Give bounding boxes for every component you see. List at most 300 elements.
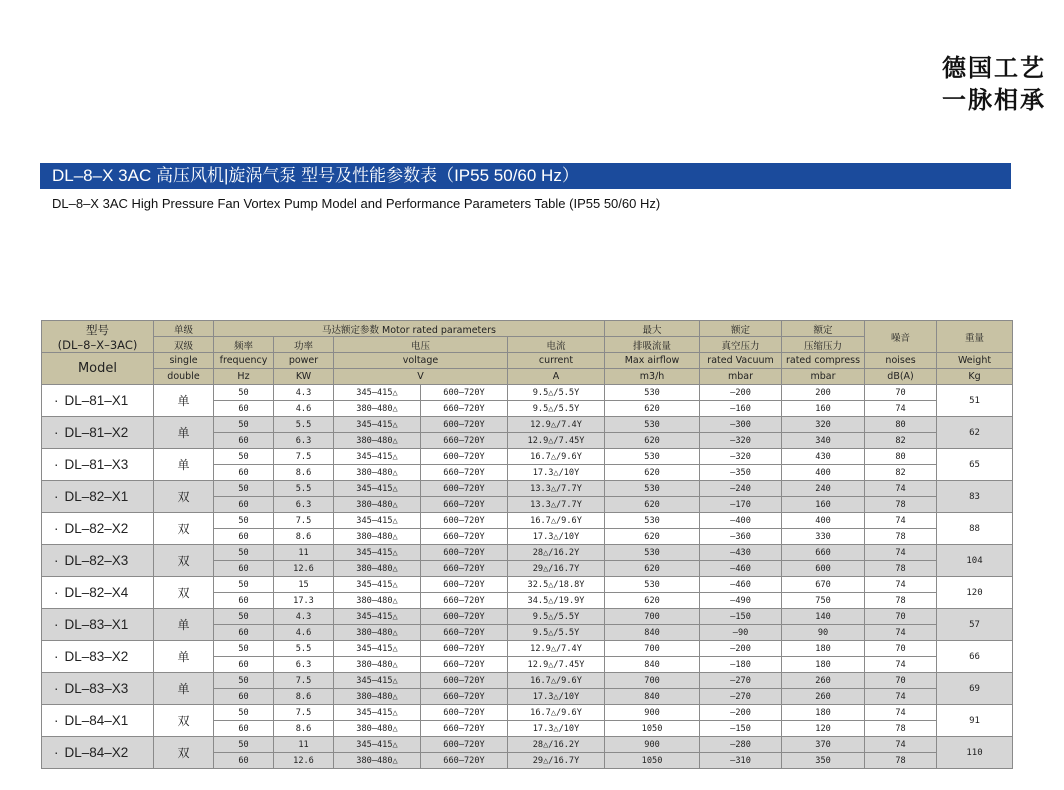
compress-cell: 240 <box>782 481 865 497</box>
voltage-y-cell: 660–720Y <box>421 401 508 417</box>
compress-cell: 160 <box>782 497 865 513</box>
voltage-delta-cell: 380–480△ <box>334 465 421 481</box>
header-vacuum-cn1: 额定 <box>700 321 782 337</box>
current-cell: 17.3△/10Y <box>508 529 605 545</box>
compress-cell: 180 <box>782 657 865 673</box>
power-cell: 8.6 <box>274 721 334 737</box>
compress-cell: 260 <box>782 673 865 689</box>
power-cell: 6.3 <box>274 657 334 673</box>
airflow-cell: 620 <box>605 433 700 449</box>
voltage-delta-cell: 345–415△ <box>334 449 421 465</box>
power-cell: 7.5 <box>274 705 334 721</box>
freq-cell: 50 <box>214 609 274 625</box>
noise-cell: 78 <box>865 753 937 769</box>
vacuum-cell: –90 <box>700 625 782 641</box>
model-name: DL–83–X2 <box>64 649 129 664</box>
voltage-delta-cell: 380–480△ <box>334 529 421 545</box>
header-power-cn: 功率 <box>274 337 334 353</box>
model-name: DL–81–X2 <box>64 425 129 440</box>
noise-cell: 74 <box>865 401 937 417</box>
voltage-y-cell: 660–720Y <box>421 593 508 609</box>
slogan-line-1: 德国工艺 <box>942 54 1046 82</box>
model-name: DL–83–X3 <box>64 681 129 696</box>
compress-cell: 140 <box>782 609 865 625</box>
airflow-cell: 900 <box>605 737 700 753</box>
freq-cell: 60 <box>214 433 274 449</box>
power-cell: 7.5 <box>274 673 334 689</box>
compress-cell: 260 <box>782 689 865 705</box>
power-cell: 5.5 <box>274 481 334 497</box>
voltage-y-cell: 600–720Y <box>421 673 508 689</box>
model-cell <box>42 513 154 545</box>
model-cell <box>42 385 154 417</box>
current-cell: 12.9△/7.45Y <box>508 433 605 449</box>
voltage-delta-cell: 345–415△ <box>334 577 421 593</box>
current-cell: 12.9△/7.4Y <box>508 417 605 433</box>
voltage-y-cell: 600–720Y <box>421 513 508 529</box>
power-cell: 17.3 <box>274 593 334 609</box>
header-vacuum-unit: mbar <box>700 369 782 385</box>
airflow-cell: 900 <box>605 705 700 721</box>
freq-cell: 60 <box>214 657 274 673</box>
noise-cell: 70 <box>865 673 937 689</box>
freq-cell: 60 <box>214 401 274 417</box>
noise-cell: 70 <box>865 641 937 657</box>
subtitle: DL–8–X 3AC High Pressure Fan Vortex Pump Model and Performance Parameters Table (IP55 50/60 Hz) <box>52 196 661 211</box>
compress-cell: 350 <box>782 753 865 769</box>
airflow-cell: 620 <box>605 529 700 545</box>
current-cell: 17.3△/10Y <box>508 721 605 737</box>
power-cell: 8.6 <box>274 465 334 481</box>
stage-type-cell: 单 <box>154 385 214 417</box>
airflow-cell: 620 <box>605 561 700 577</box>
model-cell <box>42 609 154 641</box>
noise-cell: 74 <box>865 577 937 593</box>
current-cell: 17.3△/10Y <box>508 689 605 705</box>
airflow-cell: 840 <box>605 657 700 673</box>
vacuum-cell: –460 <box>700 561 782 577</box>
airflow-cell: 530 <box>605 417 700 433</box>
compress-cell: 160 <box>782 401 865 417</box>
model-cell <box>42 417 154 449</box>
voltage-delta-cell: 345–415△ <box>334 385 421 401</box>
model-cell <box>42 481 154 513</box>
vacuum-cell: –180 <box>700 657 782 673</box>
freq-cell: 50 <box>214 737 274 753</box>
table-row <box>42 481 1013 497</box>
bullet-icon: · <box>54 521 59 536</box>
table-row <box>42 449 1013 465</box>
model-name: DL–84–X2 <box>64 745 129 760</box>
voltage-delta-cell: 380–480△ <box>334 433 421 449</box>
noise-cell: 74 <box>865 657 937 673</box>
voltage-y-cell: 600–720Y <box>421 577 508 593</box>
model-cell <box>42 641 154 673</box>
table-row <box>42 737 1013 753</box>
airflow-cell: 620 <box>605 497 700 513</box>
power-cell: 12.6 <box>274 561 334 577</box>
table-row <box>42 545 1013 561</box>
voltage-delta-cell: 345–415△ <box>334 737 421 753</box>
header-power-en: power <box>274 353 334 369</box>
header-model-cn-text: 型号 <box>86 322 109 337</box>
freq-cell: 60 <box>214 529 274 545</box>
model-cell <box>42 449 154 481</box>
model-name: DL–82–X3 <box>64 553 129 568</box>
vacuum-cell: –270 <box>700 673 782 689</box>
header-compress-cn1: 额定 <box>782 321 865 337</box>
weight-cell: 83 <box>937 481 1013 513</box>
model-name: DL–81–X1 <box>64 393 129 408</box>
weight-cell: 51 <box>937 385 1013 417</box>
header-freq-cn: 频率 <box>214 337 274 353</box>
vacuum-cell: –200 <box>700 385 782 401</box>
power-cell: 7.5 <box>274 449 334 465</box>
airflow-cell: 1050 <box>605 753 700 769</box>
noise-cell: 70 <box>865 385 937 401</box>
table-body <box>42 385 1013 769</box>
table-row <box>42 513 1013 529</box>
power-cell: 5.5 <box>274 641 334 657</box>
vacuum-cell: –160 <box>700 401 782 417</box>
voltage-y-cell: 600–720Y <box>421 737 508 753</box>
voltage-y-cell: 660–720Y <box>421 625 508 641</box>
power-cell: 8.6 <box>274 689 334 705</box>
compress-cell: 430 <box>782 449 865 465</box>
current-cell: 9.5△/5.5Y <box>508 385 605 401</box>
header-voltage-unit: V <box>334 369 508 385</box>
noise-cell: 78 <box>865 561 937 577</box>
current-cell: 16.7△/9.6Y <box>508 673 605 689</box>
voltage-y-cell: 660–720Y <box>421 657 508 673</box>
header-compress-cn2: 压缩压力 <box>782 337 865 353</box>
stage-type-cell: 单 <box>154 449 214 481</box>
voltage-delta-cell: 380–480△ <box>334 657 421 673</box>
compress-cell: 600 <box>782 561 865 577</box>
current-cell: 13.3△/7.7Y <box>508 481 605 497</box>
header-current-cn: 电流 <box>508 337 605 353</box>
noise-cell: 80 <box>865 417 937 433</box>
header-compress-en: rated compress <box>782 353 865 369</box>
header-noise-cn: 噪音 <box>865 321 937 353</box>
current-cell: 9.5△/5.5Y <box>508 401 605 417</box>
power-cell: 8.6 <box>274 529 334 545</box>
bullet-icon: · <box>54 553 59 568</box>
spec-table <box>41 320 1013 769</box>
freq-cell: 50 <box>214 481 274 497</box>
header-vacuum-cn2: 真空压力 <box>700 337 782 353</box>
stage-type-cell: 双 <box>154 577 214 609</box>
power-cell: 6.3 <box>274 497 334 513</box>
power-cell: 15 <box>274 577 334 593</box>
compress-cell: 330 <box>782 529 865 545</box>
header-noise-en: noises <box>865 353 937 369</box>
model-name: DL–84–X1 <box>64 713 129 728</box>
noise-cell: 82 <box>865 465 937 481</box>
compress-cell: 400 <box>782 465 865 481</box>
airflow-cell: 620 <box>605 401 700 417</box>
voltage-delta-cell: 380–480△ <box>334 497 421 513</box>
voltage-y-cell: 660–720Y <box>421 465 508 481</box>
current-cell: 28△/16.2Y <box>508 737 605 753</box>
table-row <box>42 417 1013 433</box>
voltage-delta-cell: 380–480△ <box>334 689 421 705</box>
freq-cell: 50 <box>214 449 274 465</box>
voltage-y-cell: 600–720Y <box>421 417 508 433</box>
freq-cell: 50 <box>214 545 274 561</box>
current-cell: 9.5△/5.5Y <box>508 625 605 641</box>
freq-cell: 60 <box>214 753 274 769</box>
bullet-icon: · <box>54 425 59 440</box>
table-row <box>42 705 1013 721</box>
bullet-icon: · <box>54 457 59 472</box>
compress-cell: 120 <box>782 721 865 737</box>
airflow-cell: 530 <box>605 577 700 593</box>
stage-type-cell: 单 <box>154 641 214 673</box>
slogan-line-2: 一脉相承 <box>942 86 1046 114</box>
slogan <box>942 52 1046 116</box>
noise-cell: 78 <box>865 721 937 737</box>
airflow-cell: 840 <box>605 689 700 705</box>
vacuum-cell: –310 <box>700 753 782 769</box>
current-cell: 12.9△/7.4Y <box>508 641 605 657</box>
model-cell <box>42 673 154 705</box>
vacuum-cell: –200 <box>700 705 782 721</box>
voltage-y-cell: 660–720Y <box>421 721 508 737</box>
airflow-cell: 620 <box>605 593 700 609</box>
weight-cell: 88 <box>937 513 1013 545</box>
voltage-delta-cell: 345–415△ <box>334 417 421 433</box>
vacuum-cell: –200 <box>700 641 782 657</box>
bullet-icon: · <box>54 585 59 600</box>
table-row <box>42 673 1013 689</box>
weight-cell: 69 <box>937 673 1013 705</box>
noise-cell: 74 <box>865 705 937 721</box>
weight-cell: 57 <box>937 609 1013 641</box>
header-model-cn <box>42 321 154 353</box>
voltage-y-cell: 600–720Y <box>421 609 508 625</box>
noise-cell: 78 <box>865 497 937 513</box>
header-single-cn: 单级 <box>154 321 214 337</box>
voltage-y-cell: 600–720Y <box>421 641 508 657</box>
freq-cell: 50 <box>214 673 274 689</box>
noise-cell: 74 <box>865 737 937 753</box>
voltage-delta-cell: 345–415△ <box>334 545 421 561</box>
voltage-y-cell: 600–720Y <box>421 449 508 465</box>
voltage-delta-cell: 380–480△ <box>334 593 421 609</box>
header-weight-unit: Kg <box>937 369 1013 385</box>
vacuum-cell: –360 <box>700 529 782 545</box>
model-cell <box>42 545 154 577</box>
voltage-y-cell: 660–720Y <box>421 753 508 769</box>
bullet-icon: · <box>54 617 59 632</box>
freq-cell: 60 <box>214 593 274 609</box>
stage-type-cell: 单 <box>154 609 214 641</box>
header-airflow-cn2: 排吸流量 <box>605 337 700 353</box>
vacuum-cell: –170 <box>700 497 782 513</box>
compress-cell: 180 <box>782 641 865 657</box>
header-weight-cn: 重量 <box>937 321 1013 353</box>
voltage-delta-cell: 380–480△ <box>334 401 421 417</box>
header-voltage-cn: 电压 <box>334 337 508 353</box>
noise-cell: 74 <box>865 481 937 497</box>
power-cell: 4.3 <box>274 609 334 625</box>
voltage-delta-cell: 345–415△ <box>334 673 421 689</box>
noise-cell: 74 <box>865 625 937 641</box>
freq-cell: 50 <box>214 417 274 433</box>
voltage-y-cell: 660–720Y <box>421 689 508 705</box>
noise-cell: 80 <box>865 449 937 465</box>
airflow-cell: 700 <box>605 673 700 689</box>
freq-cell: 50 <box>214 577 274 593</box>
header-power-unit: KW <box>274 369 334 385</box>
power-cell: 11 <box>274 545 334 561</box>
current-cell: 17.3△/10Y <box>508 465 605 481</box>
header-airflow-cn1: 最大 <box>605 321 700 337</box>
vacuum-cell: –350 <box>700 465 782 481</box>
airflow-cell: 700 <box>605 609 700 625</box>
voltage-y-cell: 660–720Y <box>421 497 508 513</box>
bullet-icon: · <box>54 393 59 408</box>
stage-type-cell: 双 <box>154 737 214 769</box>
model-name: DL–83–X1 <box>64 617 129 632</box>
compress-cell: 750 <box>782 593 865 609</box>
header-current-unit: A <box>508 369 605 385</box>
header-motor-params: 马达额定参数 Motor rated parameters <box>214 321 605 337</box>
airflow-cell: 530 <box>605 545 700 561</box>
bullet-icon: · <box>54 681 59 696</box>
vacuum-cell: –460 <box>700 577 782 593</box>
noise-cell: 74 <box>865 513 937 529</box>
weight-cell: 66 <box>937 641 1013 673</box>
table-header <box>42 321 1013 385</box>
compress-cell: 400 <box>782 513 865 529</box>
header-airflow-en: Max airflow <box>605 353 700 369</box>
stage-type-cell: 双 <box>154 481 214 513</box>
title-banner: DL–8–X 3AC 高压风机|旋涡气泵 型号及性能参数表（IP55 50/60 Hz） <box>40 163 1011 189</box>
vacuum-cell: –430 <box>700 545 782 561</box>
power-cell: 7.5 <box>274 513 334 529</box>
weight-cell: 120 <box>937 577 1013 609</box>
header-weight-en: Weight <box>937 353 1013 369</box>
weight-cell: 104 <box>937 545 1013 577</box>
model-name: DL–82–X4 <box>64 585 129 600</box>
vacuum-cell: –280 <box>700 737 782 753</box>
voltage-delta-cell: 345–415△ <box>334 513 421 529</box>
compress-cell: 90 <box>782 625 865 641</box>
header-airflow-unit: m3/h <box>605 369 700 385</box>
current-cell: 16.7△/9.6Y <box>508 513 605 529</box>
freq-cell: 60 <box>214 561 274 577</box>
header-current-en: current <box>508 353 605 369</box>
compress-cell: 660 <box>782 545 865 561</box>
vacuum-cell: –320 <box>700 449 782 465</box>
compress-cell: 180 <box>782 705 865 721</box>
stage-type-cell: 双 <box>154 513 214 545</box>
table-row <box>42 641 1013 657</box>
freq-cell: 60 <box>214 689 274 705</box>
airflow-cell: 620 <box>605 465 700 481</box>
weight-cell: 62 <box>937 417 1013 449</box>
current-cell: 16.7△/9.6Y <box>508 449 605 465</box>
vacuum-cell: –400 <box>700 513 782 529</box>
compress-cell: 340 <box>782 433 865 449</box>
header-model-en: Model <box>42 353 154 385</box>
compress-cell: 200 <box>782 385 865 401</box>
model-name: DL–81–X3 <box>64 457 129 472</box>
power-cell: 6.3 <box>274 433 334 449</box>
model-cell <box>42 737 154 769</box>
power-cell: 5.5 <box>274 417 334 433</box>
voltage-delta-cell: 345–415△ <box>334 481 421 497</box>
noise-cell: 74 <box>865 689 937 705</box>
table-row <box>42 609 1013 625</box>
freq-cell: 50 <box>214 705 274 721</box>
vacuum-cell: –150 <box>700 721 782 737</box>
weight-cell: 91 <box>937 705 1013 737</box>
stage-type-cell: 单 <box>154 417 214 449</box>
voltage-delta-cell: 380–480△ <box>334 561 421 577</box>
voltage-y-cell: 660–720Y <box>421 561 508 577</box>
weight-cell: 110 <box>937 737 1013 769</box>
voltage-delta-cell: 345–415△ <box>334 641 421 657</box>
compress-cell: 370 <box>782 737 865 753</box>
power-cell: 4.6 <box>274 401 334 417</box>
airflow-cell: 1050 <box>605 721 700 737</box>
stage-type-cell: 双 <box>154 545 214 577</box>
current-cell: 13.3△/7.7Y <box>508 497 605 513</box>
stage-type-cell: 单 <box>154 673 214 705</box>
voltage-y-cell: 600–720Y <box>421 545 508 561</box>
model-name: DL–82–X2 <box>64 521 129 536</box>
bullet-icon: · <box>54 713 59 728</box>
power-cell: 4.6 <box>274 625 334 641</box>
header-double-cn: 双级 <box>154 337 214 353</box>
vacuum-cell: –300 <box>700 417 782 433</box>
compress-cell: 670 <box>782 577 865 593</box>
current-cell: 29△/16.7Y <box>508 561 605 577</box>
header-double-en: double <box>154 369 214 385</box>
airflow-cell: 530 <box>605 385 700 401</box>
noise-cell: 78 <box>865 529 937 545</box>
header-voltage-en: voltage <box>334 353 508 369</box>
header-noise-unit: dB(A) <box>865 369 937 385</box>
model-cell <box>42 577 154 609</box>
airflow-cell: 530 <box>605 513 700 529</box>
header-vacuum-en: rated Vacuum <box>700 353 782 369</box>
current-cell: 34.5△/19.9Y <box>508 593 605 609</box>
voltage-y-cell: 660–720Y <box>421 529 508 545</box>
header-freq-en: frequency <box>214 353 274 369</box>
noise-cell: 70 <box>865 609 937 625</box>
freq-cell: 60 <box>214 497 274 513</box>
header-compress-unit: mbar <box>782 369 865 385</box>
bullet-icon: · <box>54 489 59 504</box>
voltage-y-cell: 600–720Y <box>421 705 508 721</box>
voltage-delta-cell: 380–480△ <box>334 721 421 737</box>
power-cell: 12.6 <box>274 753 334 769</box>
table-row <box>42 577 1013 593</box>
bullet-icon: · <box>54 649 59 664</box>
vacuum-cell: –320 <box>700 433 782 449</box>
model-cell <box>42 705 154 737</box>
weight-cell: 65 <box>937 449 1013 481</box>
current-cell: 9.5△/5.5Y <box>508 609 605 625</box>
current-cell: 29△/16.7Y <box>508 753 605 769</box>
freq-cell: 50 <box>214 641 274 657</box>
vacuum-cell: –490 <box>700 593 782 609</box>
bullet-icon: · <box>54 745 59 760</box>
